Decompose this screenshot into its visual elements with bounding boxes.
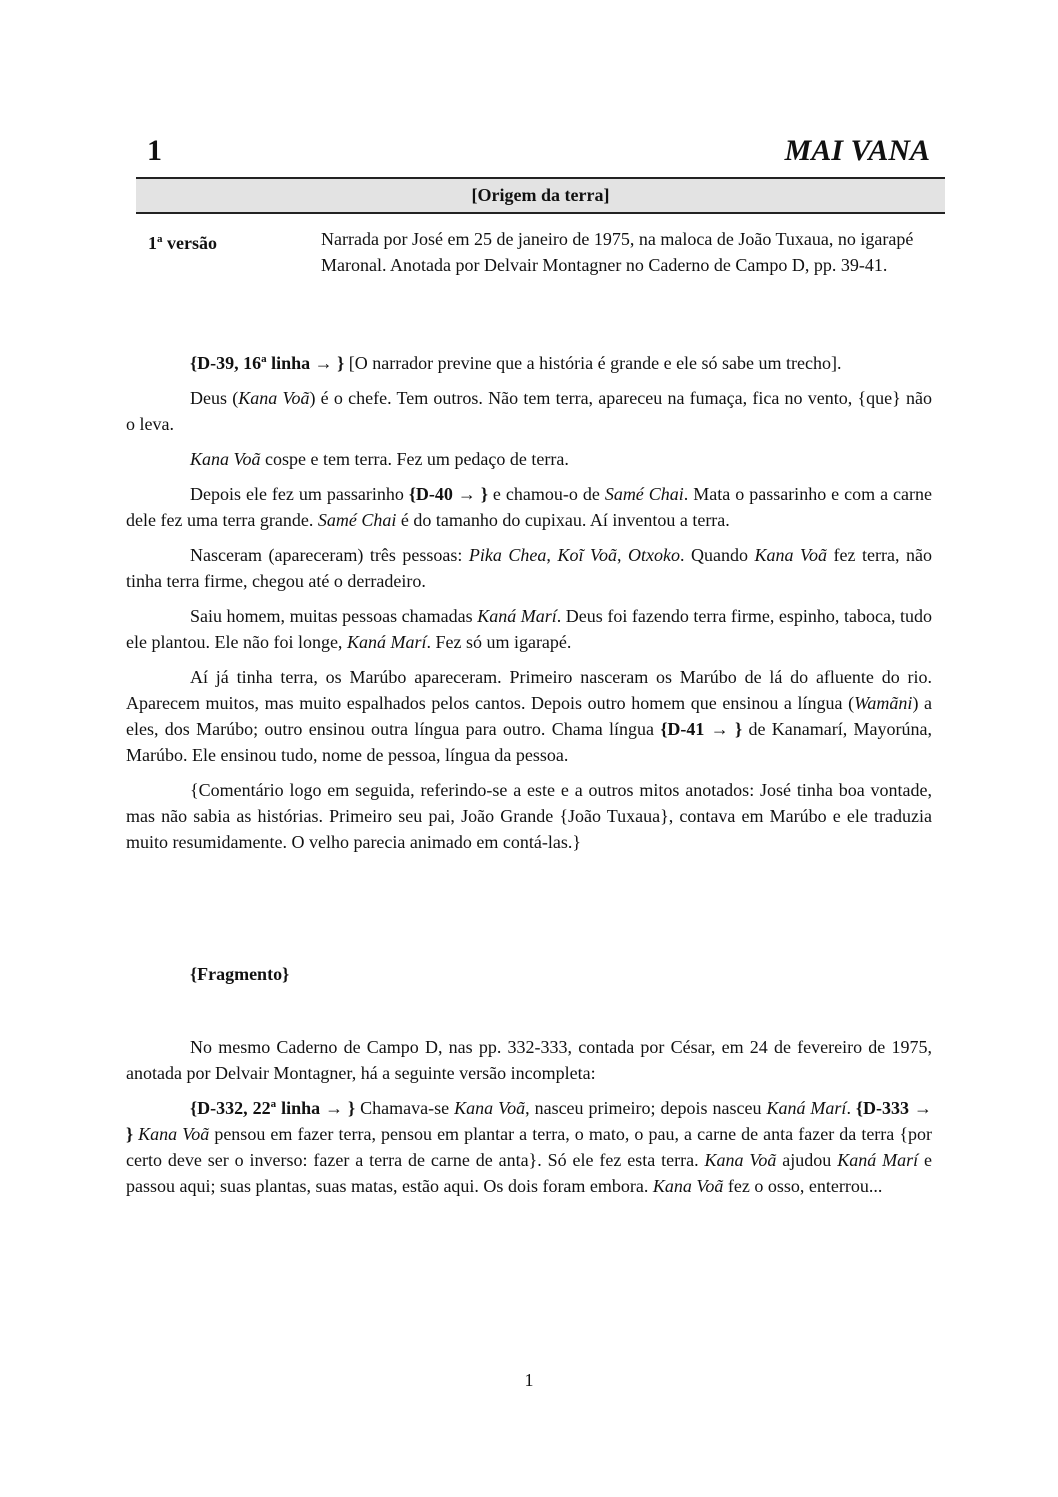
chapter-header bbox=[138, 132, 944, 176]
page-number: 1 bbox=[524, 1370, 534, 1390]
page-reference: {D-41 → } bbox=[660, 719, 743, 739]
paragraph-2: Deus (Kana Voã) é o chefe. Tem outros. Não tem terra, apareceu na fumaça, fica no vento, {que} não o leva. bbox=[126, 388, 932, 434]
page-reference: {D-39, 16$^a$ linha → } bbox=[190, 353, 345, 373]
paragraph-5: Nasceram (apareceram) três pessoas: Pika Chea, Koĩ Voã, Otxoko. Quando Kana Voã fez terra, não tinha terra firme, chegou até o derradeiro. bbox=[126, 545, 933, 591]
version-label-word: versão bbox=[162, 233, 217, 253]
fragment-body bbox=[126, 1034, 932, 1208]
page-reference: {D-333 → } bbox=[126, 1098, 932, 1144]
section-title-bar: [Origem da terra] bbox=[136, 177, 945, 214]
chapter-title: MAI VANA bbox=[784, 134, 930, 167]
version-description: Narrada por José em 25 de janeiro de 1975, na maloca de João Tuxaua, no igarapé Maronal. Anotada por Delvair Montagner no Caderno de Campo D, pp. 39-41. bbox=[321, 229, 914, 275]
page-reference: {D-40 → } bbox=[408, 484, 488, 504]
page-reference: {D-332, 22$^a$ linha → } bbox=[190, 1098, 356, 1118]
paragraph-6: Saiu homem, muitas pessoas chamadas Kaná Marí. Deus foi fazendo terra firme, espinho, taboca, tudo ele plantou. Ele não foi longe, Kaná Marí. Fez só um igarapé. bbox=[126, 606, 932, 652]
paragraph-7: Aí já tinha terra, os Marúbo apareceram. Primeiro nasceram os Marúbo de lá do afluente do rio. Aparecem muitos, mas muito espalhados pelos cantos. Depois outro homem que ensinou a língua (Wamãni) a eles, dos Marúbo; outro ensinou outra língua para outro. Chama língua {D-41 → } de Kanamarí, Mayorúna, Marúbo. Ele ensinou tudo, nome de pessoa, língua da pessoa. bbox=[126, 667, 933, 765]
paragraph-1: {D-39, 16$^a$ linha → } [O narrador previne que a história é grande e ele só sabe um trecho]. bbox=[190, 353, 842, 373]
paragraph-3: Kana Voã cospe e tem terra. Fez um pedaço de terra. bbox=[190, 449, 569, 469]
paragraph-8: {Comentário logo em seguida, referindo-se a este e a outros mitos anotados: José tinha boa vontade, mas não sabia as histórias. Primeiro seu pai, João Grande {João Tuxaua}, contava em Marúbo e ele traduzia muito resumidamente. O velho parecia animado em contá-las.} bbox=[126, 780, 932, 852]
chapter-number: 1 bbox=[147, 134, 162, 167]
paragraph-4: Depois ele fez um passarinho {D-40 → } e chamou-o de Samé Chai. Mata o passarinho e com a carne dele fez uma terra grande. Samé Chai é do tamanho do cupixau. Aí inventou a terra. bbox=[126, 484, 933, 530]
version-label bbox=[148, 226, 217, 256]
fragment-paragraph-1: No mesmo Caderno de Campo D, nas pp. 332-333, contada por César, em 24 de fevereiro de 1975, anotada por Delvair Montagner, há a seguinte versão incompleta: bbox=[126, 1037, 932, 1083]
narrative-body bbox=[126, 350, 932, 864]
fragment-heading: {Fragmento} bbox=[190, 964, 290, 984]
version-label-number: 1 bbox=[148, 233, 157, 253]
fragment-paragraph-2: {D-332, 22$^a$ linha → } Chamava-se Kana Voã, nasceu primeiro; depois nasceu Kaná Marí. {D-333 → } Kana Voã pensou em fazer terra, pensou em plantar a terra, o mato, o pau, a carne de anta fazer da terra {por certo deve ser o inverso: fazer a terra de carne de anta}. Só ele fez esta terra. Kana Voã ajudou Kaná Marí e passou aqui; suas plantas, suas matas, estão aqui. Os dois foram embora. Kana Voã fez o osso, enterrou... bbox=[126, 1098, 932, 1196]
version-label-ordinal: a bbox=[157, 233, 163, 245]
